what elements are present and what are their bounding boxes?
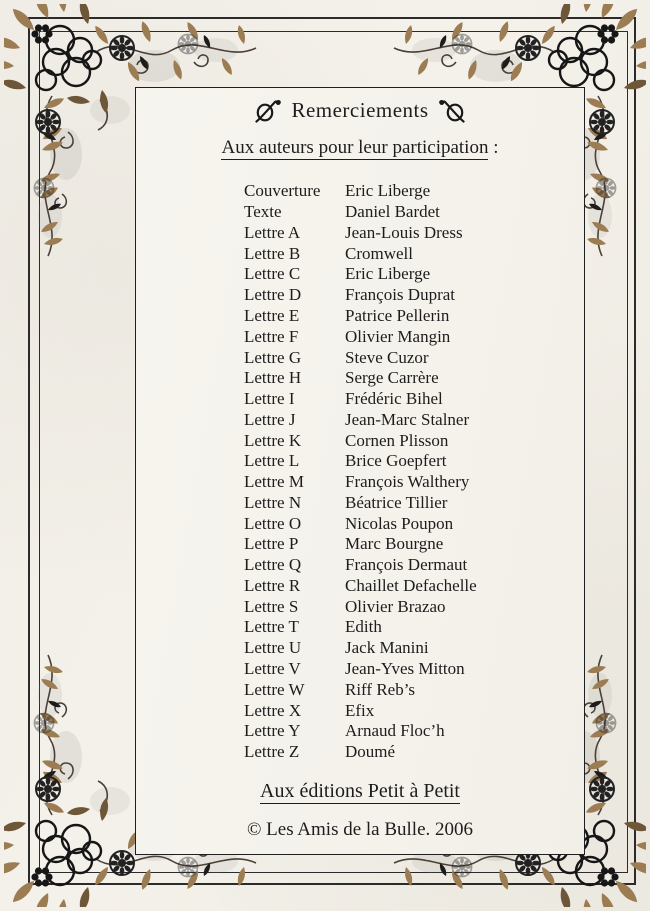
credits-row [244,638,576,659]
credit-name: Jack Manini [345,638,429,658]
credit-role: Lettre Z [244,742,300,762]
copyright-line: © Les Amis de la Bulle. 2006 [246,819,474,840]
credit-role: Lettre N [244,492,302,512]
credit-name: Brice Goepfert [345,451,447,471]
credits-row [244,264,576,285]
credit-name: François Walthery [345,472,470,492]
credit-name: Jean-Yves Mitton [345,658,465,678]
editions-text: Aux éditions Petit à Petit [260,780,460,802]
credits-row [244,368,576,389]
credit-name: Edith [345,617,382,637]
credit-name: François Duprat [345,285,456,305]
credit-name: Marc Bourgne [345,534,444,554]
credit-role: Lettre C [244,264,301,284]
credit-name: Cornen Plisson [345,430,449,450]
credits-row [244,306,576,327]
credits-row [244,742,576,763]
credits-row [244,576,576,597]
editions-line [136,780,584,803]
credit-name: Serge Carrère [345,368,439,388]
credits-row [244,513,576,534]
credit-role: Lettre V [244,658,301,678]
credits-row [244,472,576,493]
credits-row [244,181,576,202]
credit-role: Lettre R [244,575,301,595]
credit-role: Lettre I [244,389,295,409]
page-title-row [136,96,584,124]
credit-name: Cromwell [345,243,413,263]
credits-row [244,492,576,513]
credits-row [244,700,576,721]
credit-name: Frédéric Bihel [345,389,443,409]
credit-role: Lettre F [244,326,299,346]
credit-role: Lettre X [244,700,302,720]
credit-name: Béatrice Tillier [345,492,448,512]
credit-name: Steve Cuzor [345,347,429,367]
credit-role: Lettre U [244,638,302,658]
credit-name: Olivier Brazao [345,596,446,616]
credit-role: Lettre P [244,534,299,554]
credit-name: Eric Liberge [345,264,431,284]
flourish-right-icon [438,96,465,124]
credit-role: Lettre T [244,617,299,637]
credit-role: Lettre E [244,305,300,325]
subtitle [136,137,584,159]
credit-role: Lettre G [244,347,302,367]
credit-role: Lettre H [244,368,302,388]
credit-name: Chaillet Defachelle [345,575,477,595]
credit-name: Patrice Pellerin [345,305,450,325]
credits-row [244,534,576,555]
subtitle-text: Aux auteurs pour leur participation [221,137,489,158]
credits-row [244,285,576,306]
credit-name: Riff Reb’s [345,679,416,699]
credits-list [244,181,576,762]
credit-role: Lettre D [244,285,302,305]
credit-role: Lettre O [244,513,302,533]
credit-role: Couverture [244,181,321,201]
credit-role: Lettre J [244,409,296,429]
credit-role: Lettre Y [244,721,301,741]
content-panel [135,87,585,855]
credit-role: Lettre L [244,451,300,471]
credits-row [244,451,576,472]
credit-role: Lettre S [244,596,299,616]
credits-row [244,223,576,244]
credit-role: Lettre Q [244,555,302,575]
credit-name: Eric Liberge [345,181,431,201]
credit-name: Nicolas Poupon [345,513,454,533]
credit-role: Lettre M [244,472,304,492]
subtitle-colon: : [488,137,499,158]
credit-name: Jean-Louis Dress [345,222,463,242]
credit-role: Texte [244,202,282,222]
credit-role: Lettre B [244,243,301,263]
credit-role: Lettre W [244,679,305,699]
credits-row [244,721,576,742]
flourish-left-icon [255,96,282,124]
credits-row [244,596,576,617]
credits-row [244,347,576,368]
credit-name: François Dermaut [345,555,468,575]
credits-row [244,409,576,430]
credit-name: Arnaud Floc’h [345,721,445,741]
credits-row [244,243,576,264]
credits-row [244,326,576,347]
credits-row [244,430,576,451]
credit-role: Lettre K [244,430,302,450]
credit-role: Lettre A [244,222,301,242]
credits-row [244,555,576,576]
credit-name: Daniel Bardet [345,202,440,222]
credits-row [244,679,576,700]
credit-name: Olivier Mangin [345,326,451,346]
credits-row [244,389,576,410]
credit-name: Efix [345,700,375,720]
credits-row [244,202,576,223]
credits-row [244,617,576,638]
page-title: Remerciements [291,97,429,122]
credits-row [244,659,576,680]
credit-name: Doumé [345,742,396,762]
credit-name: Jean-Marc Stalner [345,409,470,429]
